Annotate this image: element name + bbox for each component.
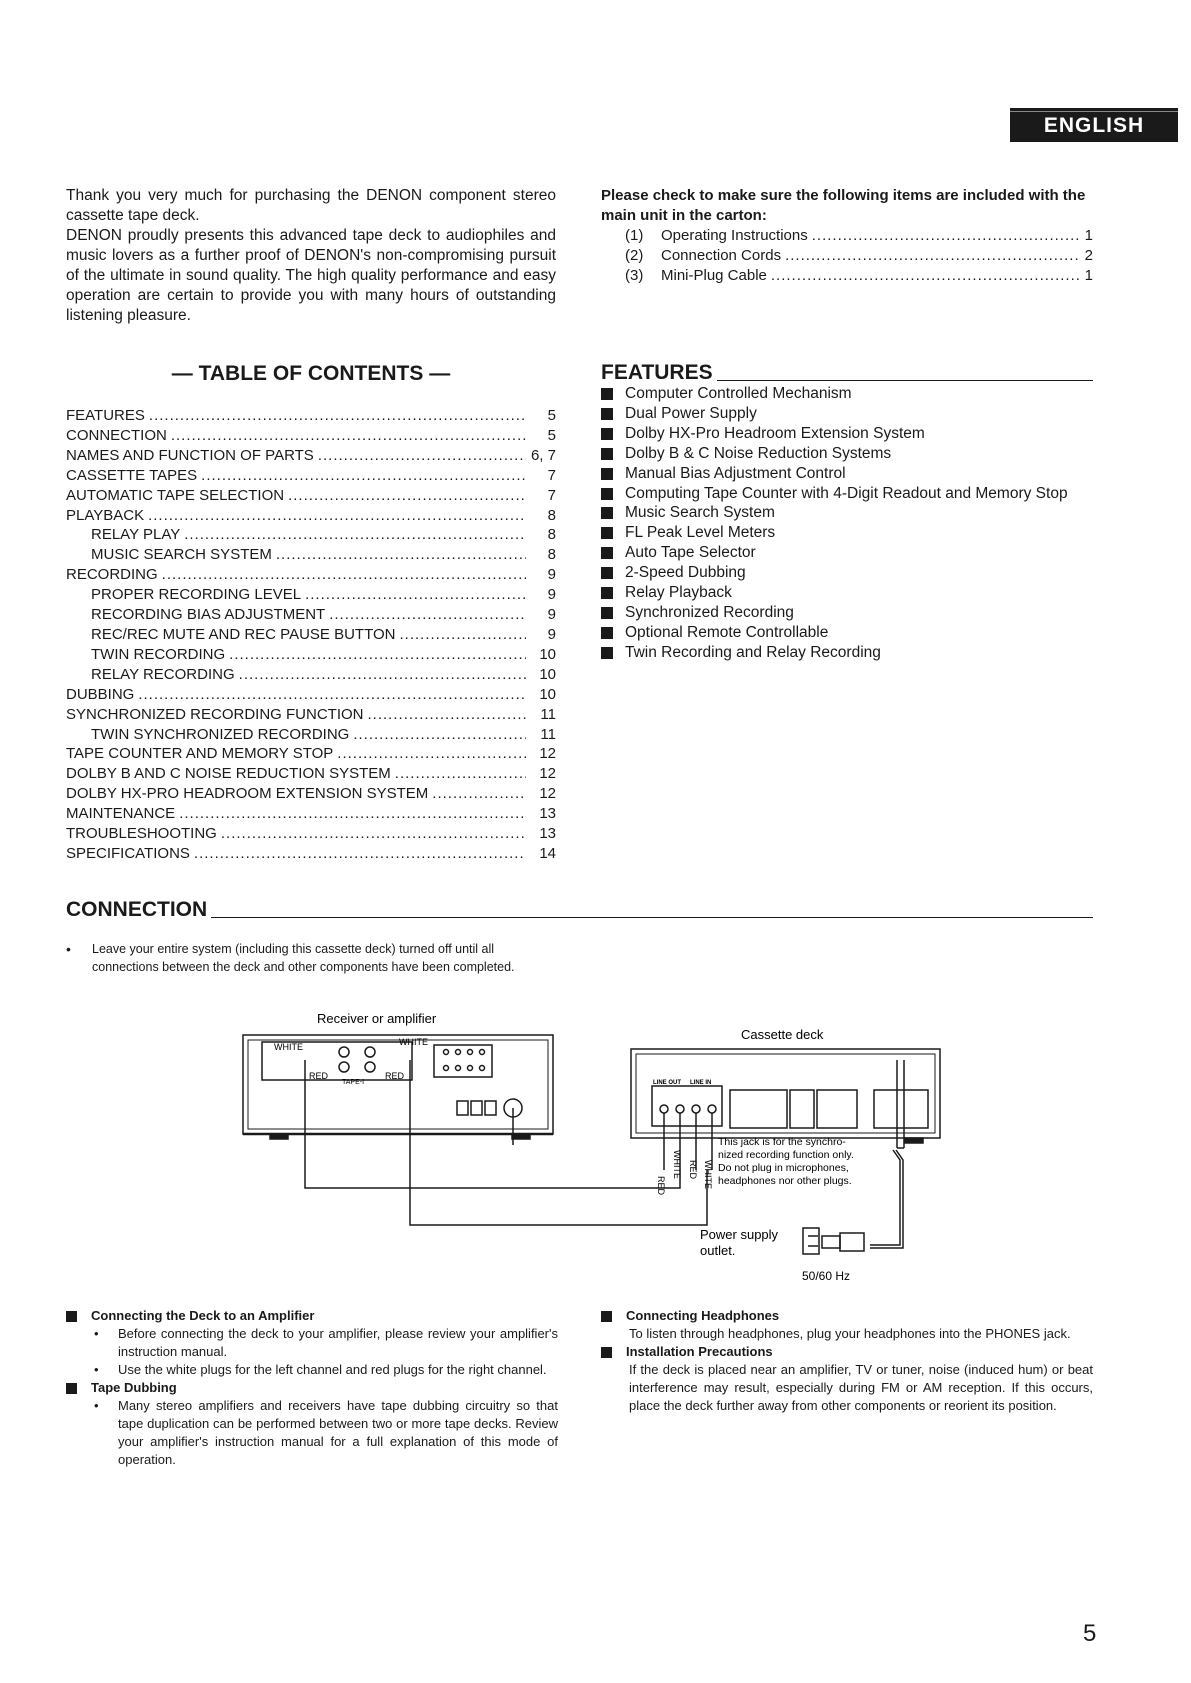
headphones-text: To listen through headphones, plug your headphones into the PHONES jack. — [629, 1326, 1071, 1341]
checklist-item-number: (3) — [625, 267, 644, 284]
checklist-item-label: Mini-Plug Cable — [661, 267, 767, 284]
feature-text: Dolby HX-Pro Headroom Extension System — [625, 424, 925, 442]
toc-entry-value: 9 — [547, 625, 556, 643]
checklist-item-label: Operating Instructions — [661, 227, 808, 244]
toc-entry-value: 13 — [539, 805, 556, 823]
square-bullet-icon — [66, 1311, 77, 1322]
cable-white-label-2: WHITE — [703, 1160, 713, 1189]
toc-entry-value: 12 — [539, 745, 556, 763]
bullet-dot: • — [94, 1326, 99, 1341]
receiver-red-label: RED — [309, 1071, 329, 1081]
toc-entry-value: 8 — [547, 546, 556, 564]
toc-entry-label: REC/REC MUTE AND REC PAUSE BUTTON — [91, 625, 396, 643]
amplifier-bullet-2-text: Use the white plugs for the left channel and red plugs for the right channel. — [118, 1362, 547, 1377]
cassette-deck-body — [631, 1049, 940, 1138]
power-outlet — [803, 1228, 819, 1254]
feature-text: Synchronized Recording — [625, 603, 794, 621]
toc-entry-label: DUBBING — [66, 685, 135, 703]
feature-text: Optional Remote Controllable — [625, 623, 829, 641]
bullet-dot: • — [94, 1398, 99, 1413]
line-out-label: LINE OUT — [653, 1080, 681, 1086]
receiver-label: Receiver or amplifier — [317, 1011, 437, 1026]
amplifier-bullet-2 — [66, 1361, 558, 1379]
toc-entry-value: 8 — [547, 526, 556, 544]
toc-entry-value: 6, 7 — [530, 446, 556, 464]
toc-entry-value: 12 — [539, 765, 556, 783]
feature-text: FL Peak Level Meters — [625, 524, 776, 542]
feature-text: Music Search System — [625, 504, 775, 522]
feature-text: Auto Tape Selector — [625, 544, 756, 562]
checklist-item-number: (1) — [625, 227, 644, 244]
amplifier-heading — [66, 1307, 558, 1325]
jack-note-line2: nized recording function only. — [718, 1149, 854, 1161]
toc-entry-label: FEATURES — [66, 407, 145, 424]
toc-entry-label: RECORDING BIAS ADJUSTMENT — [91, 606, 326, 624]
page-number: 5 — [1083, 1620, 1097, 1647]
headphones-section — [601, 1307, 1093, 1415]
amplifier-heading-text: Connecting the Deck to an Amplifier — [91, 1308, 315, 1323]
features-heading-text: FEATURES — [601, 361, 713, 384]
toc-title: — TABLE OF CONTENTS — — [171, 362, 451, 385]
checklist-item-value: 1 — [1084, 227, 1093, 244]
power-cord — [870, 1150, 900, 1245]
feature-text: Manual Bias Adjustment Control — [625, 464, 846, 482]
toc-entry-label: DOLBY B AND C NOISE REDUCTION SYSTEM — [66, 765, 391, 783]
installation-text: If the deck is placed near an amplifier, TV or tuner, noise (induced hum) or beat interference may result, especially during FM or AM reception. If this occurs, place the deck further away from other components or reorient its position. — [629, 1362, 1093, 1413]
toc-entry-value: 9 — [547, 566, 556, 584]
checklist-item-value: 1 — [1084, 267, 1093, 284]
toc-entry-value: 12 — [539, 785, 556, 803]
toc-entry-value: 14 — [539, 844, 556, 862]
checklist-lead: Please check to make sure the following items are included with the main unit in the carton: — [601, 187, 1086, 224]
bullet-dot: • — [94, 1362, 99, 1377]
power-label-line2: outlet. — [700, 1243, 736, 1258]
toc-entry-label: TWIN SYNCHRONIZED RECORDING — [91, 725, 350, 743]
tape-label: TAPE-I — [342, 1079, 365, 1086]
feature-text: Dual Power Supply — [625, 404, 757, 422]
intro-paragraph-2: DENON proudly presents this advanced tape deck to audiophiles and music lovers as a further proof of DENON's non-compromising pursuit of the ultimate in sound quality. The high quality performance and easy operation are certain to provide you with many hours of outstanding listening pleasure. — [66, 227, 556, 324]
tape-dubbing-heading — [66, 1379, 558, 1397]
toc-entry-value: 5 — [547, 407, 556, 424]
toc-entry-label: SPECIFICATIONS — [66, 844, 190, 862]
checklist-item-label: Connection Cords — [661, 247, 782, 264]
toc-entry-value: 5 — [547, 426, 556, 444]
language-tab: ENGLISH — [1010, 108, 1178, 142]
checklist-item-value: 2 — [1084, 247, 1093, 264]
toc-entry-label: TROUBLESHOOTING — [66, 825, 217, 843]
tape-dubbing-bullet — [66, 1397, 558, 1469]
toc-entry-value: 10 — [539, 645, 556, 663]
toc-entry-label: TWIN RECORDING — [91, 645, 226, 663]
toc-entry-label: DOLBY HX-PRO HEADROOM EXTENSION SYSTEM — [66, 785, 429, 803]
toc-entry-label: PROPER RECORDING LEVEL — [91, 586, 302, 604]
toc-entry-label: MAINTENANCE — [66, 805, 176, 823]
amplifier-bullet-1 — [66, 1325, 558, 1361]
feature-text: Twin Recording and Relay Recording — [625, 643, 881, 661]
toc-entry-label: PLAYBACK — [66, 506, 145, 524]
toc-entry-value: 9 — [547, 606, 556, 624]
toc-entry-label: AUTOMATIC TAPE SELECTION — [66, 486, 285, 504]
toc-entry-label: MUSIC SEARCH SYSTEM — [91, 546, 272, 564]
deck-label: Cassette deck — [741, 1027, 824, 1042]
installation-heading — [601, 1343, 1093, 1361]
connection-note-bullet: • — [66, 941, 71, 957]
intro-paragraph-1: Thank you very much for purchasing the DENON component stereo cassette tape deck. — [66, 187, 556, 224]
jack-note-line4: headphones nor other plugs. — [718, 1175, 852, 1187]
jack-note-line1: This jack is for the synchro- — [718, 1136, 846, 1148]
headphones-heading — [601, 1307, 1093, 1325]
checklist-item-number: (2) — [625, 247, 644, 264]
headphones-heading-text: Connecting Headphones — [626, 1308, 780, 1323]
toc-entry-value: 7 — [547, 466, 556, 484]
tape-dubbing-text: Many stereo amplifiers and receivers have tape dubbing circuitry so that tape duplication can be performed between two or more tape decks. Review your amplifier's instruction manual for a full explanation of this mode of operation. — [118, 1398, 558, 1467]
frequency-label: 50/60 Hz — [802, 1269, 851, 1283]
square-bullet-icon — [601, 1347, 612, 1358]
square-bullet-icon — [601, 1311, 612, 1322]
installation-heading-text: Installation Precautions — [626, 1344, 773, 1359]
line-in-label: LINE IN — [690, 1080, 712, 1086]
toc-entry-label: RELAY PLAY — [91, 526, 181, 544]
feature-text: 2-Speed Dubbing — [625, 564, 746, 582]
toc-entry-label: SYNCHRONIZED RECORDING FUNCTION — [66, 705, 364, 723]
amplifier-connection-section — [66, 1307, 558, 1469]
toc-entry-label: CONNECTION — [66, 426, 167, 444]
toc-entry-label: RELAY RECORDING — [91, 665, 235, 683]
toc-entry-value: 10 — [539, 685, 556, 703]
connection-heading-text: CONNECTION — [66, 898, 208, 921]
toc-entry-label: NAMES AND FUNCTION OF PARTS — [66, 446, 314, 464]
receiver-white-label: WHITE — [274, 1042, 303, 1052]
connection-note-text: Leave your entire system (including this cassette deck) turned off until all connections between the deck and other components have been completed. — [92, 942, 515, 974]
toc-entry-value: 7 — [547, 486, 556, 504]
power-label-line1: Power supply — [700, 1227, 779, 1242]
toc-entry-label: CASSETTE TAPES — [66, 466, 198, 484]
feature-text: Computing Tape Counter with 4-Digit Readout and Memory Stop — [625, 484, 1068, 502]
toc-entry-value: 13 — [539, 825, 556, 843]
square-bullet-icon — [66, 1383, 77, 1394]
receiver-white-label-2: WHITE — [399, 1037, 428, 1047]
toc-entry-value: 10 — [539, 665, 556, 683]
receiver-red-label-2: RED — [385, 1071, 405, 1081]
jack-note-line3: Do not plug in microphones, — [718, 1162, 849, 1174]
sync-cable — [897, 1060, 904, 1148]
toc-entry-value: 8 — [547, 506, 556, 524]
amplifier-bullet-1-text: Before connecting the deck to your amplifier, please review your amplifier's instruction manual. — [118, 1326, 558, 1359]
cable-red-label-2: RED — [688, 1160, 698, 1180]
feature-text: Relay Playback — [625, 584, 732, 602]
toc-entry-value: 11 — [540, 725, 556, 743]
toc-entry-value: 11 — [540, 705, 556, 723]
cable-white-label: WHITE — [672, 1150, 682, 1179]
toc-entry-label: TAPE COUNTER AND MEMORY STOP — [66, 745, 334, 763]
feature-text: Dolby B & C Noise Reduction Systems — [625, 444, 892, 462]
feature-text: Computer Controlled Mechanism — [625, 385, 852, 402]
toc-entry-label: RECORDING — [66, 566, 158, 584]
toc-entry-value: 9 — [547, 586, 556, 604]
cable-red-label: RED — [656, 1176, 666, 1196]
tape-dubbing-heading-text: Tape Dubbing — [91, 1380, 177, 1395]
